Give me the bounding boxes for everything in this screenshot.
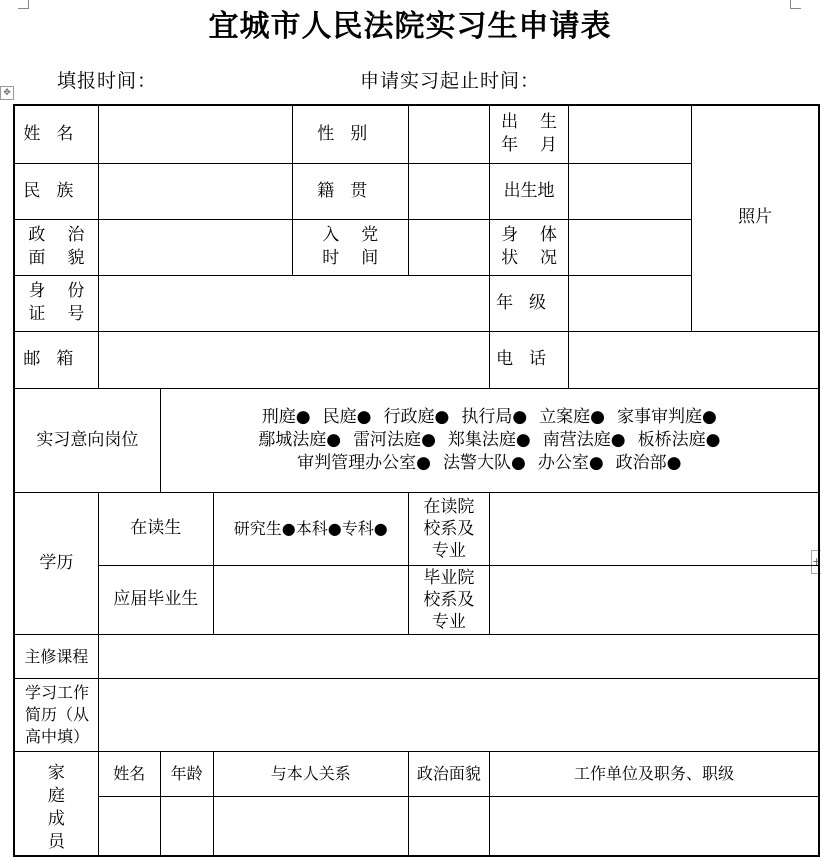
radio-mark-icon: ● <box>702 406 717 427</box>
radio-mark-icon: ● <box>590 406 606 427</box>
postbox-label: 邮箱 <box>14 331 98 388</box>
gender-field[interactable] <box>408 105 489 163</box>
family-col-name: 姓名 <box>98 751 160 796</box>
political-status-field[interactable] <box>98 219 292 275</box>
birthplace-field[interactable] <box>569 163 692 219</box>
intent-option[interactable]: 执行局● <box>461 406 528 427</box>
photo-box[interactable] <box>692 105 819 331</box>
intent-option[interactable]: 立案庭● <box>539 406 606 427</box>
phone-field[interactable] <box>569 331 819 388</box>
family-label-char: 家 <box>47 762 65 783</box>
gender-label: 性别 <box>292 105 408 163</box>
radio-mark-icon: ● <box>326 429 342 450</box>
id-number-label: 身份 证号 <box>14 275 98 331</box>
name-field[interactable] <box>98 105 292 163</box>
family-row-work[interactable] <box>490 796 819 856</box>
intent-option[interactable]: 行政庭● <box>383 406 450 427</box>
enrolled-school-label: 在读院 校系及 专业 <box>408 492 489 565</box>
family-col-political: 政治面貌 <box>408 751 489 796</box>
birthplace-label: 出生地 <box>490 163 569 219</box>
courses-label: 主修课程 <box>14 634 98 678</box>
radio-mark-icon: ● <box>434 406 450 427</box>
family-label-char: 庭 <box>47 785 65 806</box>
intent-option[interactable]: 刑庭● <box>261 406 311 427</box>
intent-option[interactable]: 法警大队● <box>442 452 526 473</box>
page-title: 宜城市人民法院实习生申请表 <box>208 9 612 44</box>
radio-mark-icon: ● <box>515 429 531 450</box>
degree-option[interactable]: 研究生● <box>233 519 296 538</box>
radio-mark-icon: ● <box>281 519 296 538</box>
photo-label: 照片 <box>738 207 773 227</box>
enrolled-label: 在读生 <box>98 492 213 565</box>
fill-time-label: 填报时间： <box>57 70 158 92</box>
radio-mark-icon: ● <box>295 406 311 427</box>
radio-mark-icon: ● <box>356 406 372 427</box>
radio-mark-icon: ● <box>510 452 526 473</box>
graduate-label: 应届毕业生 <box>98 565 213 634</box>
grade-label: 年级 <box>490 275 569 331</box>
radio-mark-icon: ● <box>421 429 436 450</box>
phone-label: 电话 <box>490 331 569 388</box>
family-label-char: 成 <box>47 808 65 829</box>
degree-options <box>213 492 408 565</box>
intent-option[interactable]: 家事审判庭● <box>617 406 717 427</box>
family-row-name[interactable] <box>98 796 160 856</box>
radio-mark-icon: ● <box>327 519 342 538</box>
grad-school-field[interactable] <box>490 565 819 634</box>
intent-option[interactable]: 雷河法庭● <box>353 429 436 450</box>
radio-mark-icon: ● <box>416 452 431 473</box>
family-row-age[interactable] <box>160 796 213 856</box>
family-col-age: 年龄 <box>160 751 213 796</box>
health-field[interactable] <box>569 219 692 275</box>
degree-option[interactable]: 专科● <box>341 519 388 538</box>
intent-options <box>160 388 819 492</box>
family-label <box>14 751 98 856</box>
ethnicity-field[interactable] <box>98 163 292 219</box>
radio-mark-icon: ● <box>666 452 682 473</box>
intent-option[interactable]: 政治部● <box>615 452 682 473</box>
degree-option[interactable]: 本科● <box>295 519 342 538</box>
native-place-field[interactable] <box>408 163 489 219</box>
intent-option[interactable]: 鄢城法庭● <box>258 429 342 450</box>
political-status-label: 政治 面貌 <box>14 219 98 275</box>
courses-field[interactable] <box>98 634 819 678</box>
intent-option[interactable]: 审判管理办公室● <box>297 452 431 473</box>
radio-mark-icon: ● <box>610 429 626 450</box>
party-join-label: 入党 时间 <box>292 219 408 275</box>
family-col-relation: 与本人关系 <box>213 751 408 796</box>
id-number-field[interactable] <box>98 275 489 331</box>
intent-option[interactable]: 郑集法庭● <box>447 429 531 450</box>
intent-label: 实习意向岗位 <box>14 388 160 492</box>
graduate-field[interactable] <box>213 565 408 634</box>
intent-option[interactable]: 南营法庭● <box>542 429 626 450</box>
education-label: 学历 <box>14 492 98 634</box>
family-col-work: 工作单位及职务、职级 <box>490 751 819 796</box>
ethnicity-label: 民族 <box>14 163 98 219</box>
grad-school-label: 毕业院 校系及 专业 <box>408 565 489 634</box>
radio-mark-icon: ● <box>588 452 604 473</box>
name-label: 姓名 <box>14 105 98 163</box>
health-label: 身体 状况 <box>490 219 569 275</box>
radio-mark-icon: ● <box>373 519 388 538</box>
intent-option[interactable]: 民庭● <box>322 406 372 427</box>
party-join-field[interactable] <box>408 219 489 275</box>
birth-label: 出生 年月 <box>490 105 569 163</box>
table-move-handle-icon[interactable]: ✥ <box>0 86 14 100</box>
intent-option[interactable]: 办公室● <box>537 452 604 473</box>
application-form-table <box>13 104 820 857</box>
enrolled-school-field[interactable] <box>490 492 819 565</box>
add-row-icon[interactable]: + <box>811 550 821 574</box>
family-row-political[interactable] <box>408 796 489 856</box>
postbox-field[interactable] <box>98 331 489 388</box>
intent-option[interactable]: 板桥法庭● <box>637 429 721 450</box>
period-label: 申请实习起止时间： <box>360 70 541 92</box>
resume-field[interactable] <box>98 678 819 751</box>
resume-label: 学习工作 简历（从 高中填） <box>14 678 98 751</box>
native-place-label: 籍贯 <box>292 163 408 219</box>
radio-mark-icon: ● <box>512 406 528 427</box>
family-label-char: 员 <box>47 831 65 852</box>
grade-field[interactable] <box>569 275 692 331</box>
radio-mark-icon: ● <box>705 429 721 450</box>
family-row-relation[interactable] <box>213 796 408 856</box>
birth-field[interactable] <box>569 105 692 163</box>
